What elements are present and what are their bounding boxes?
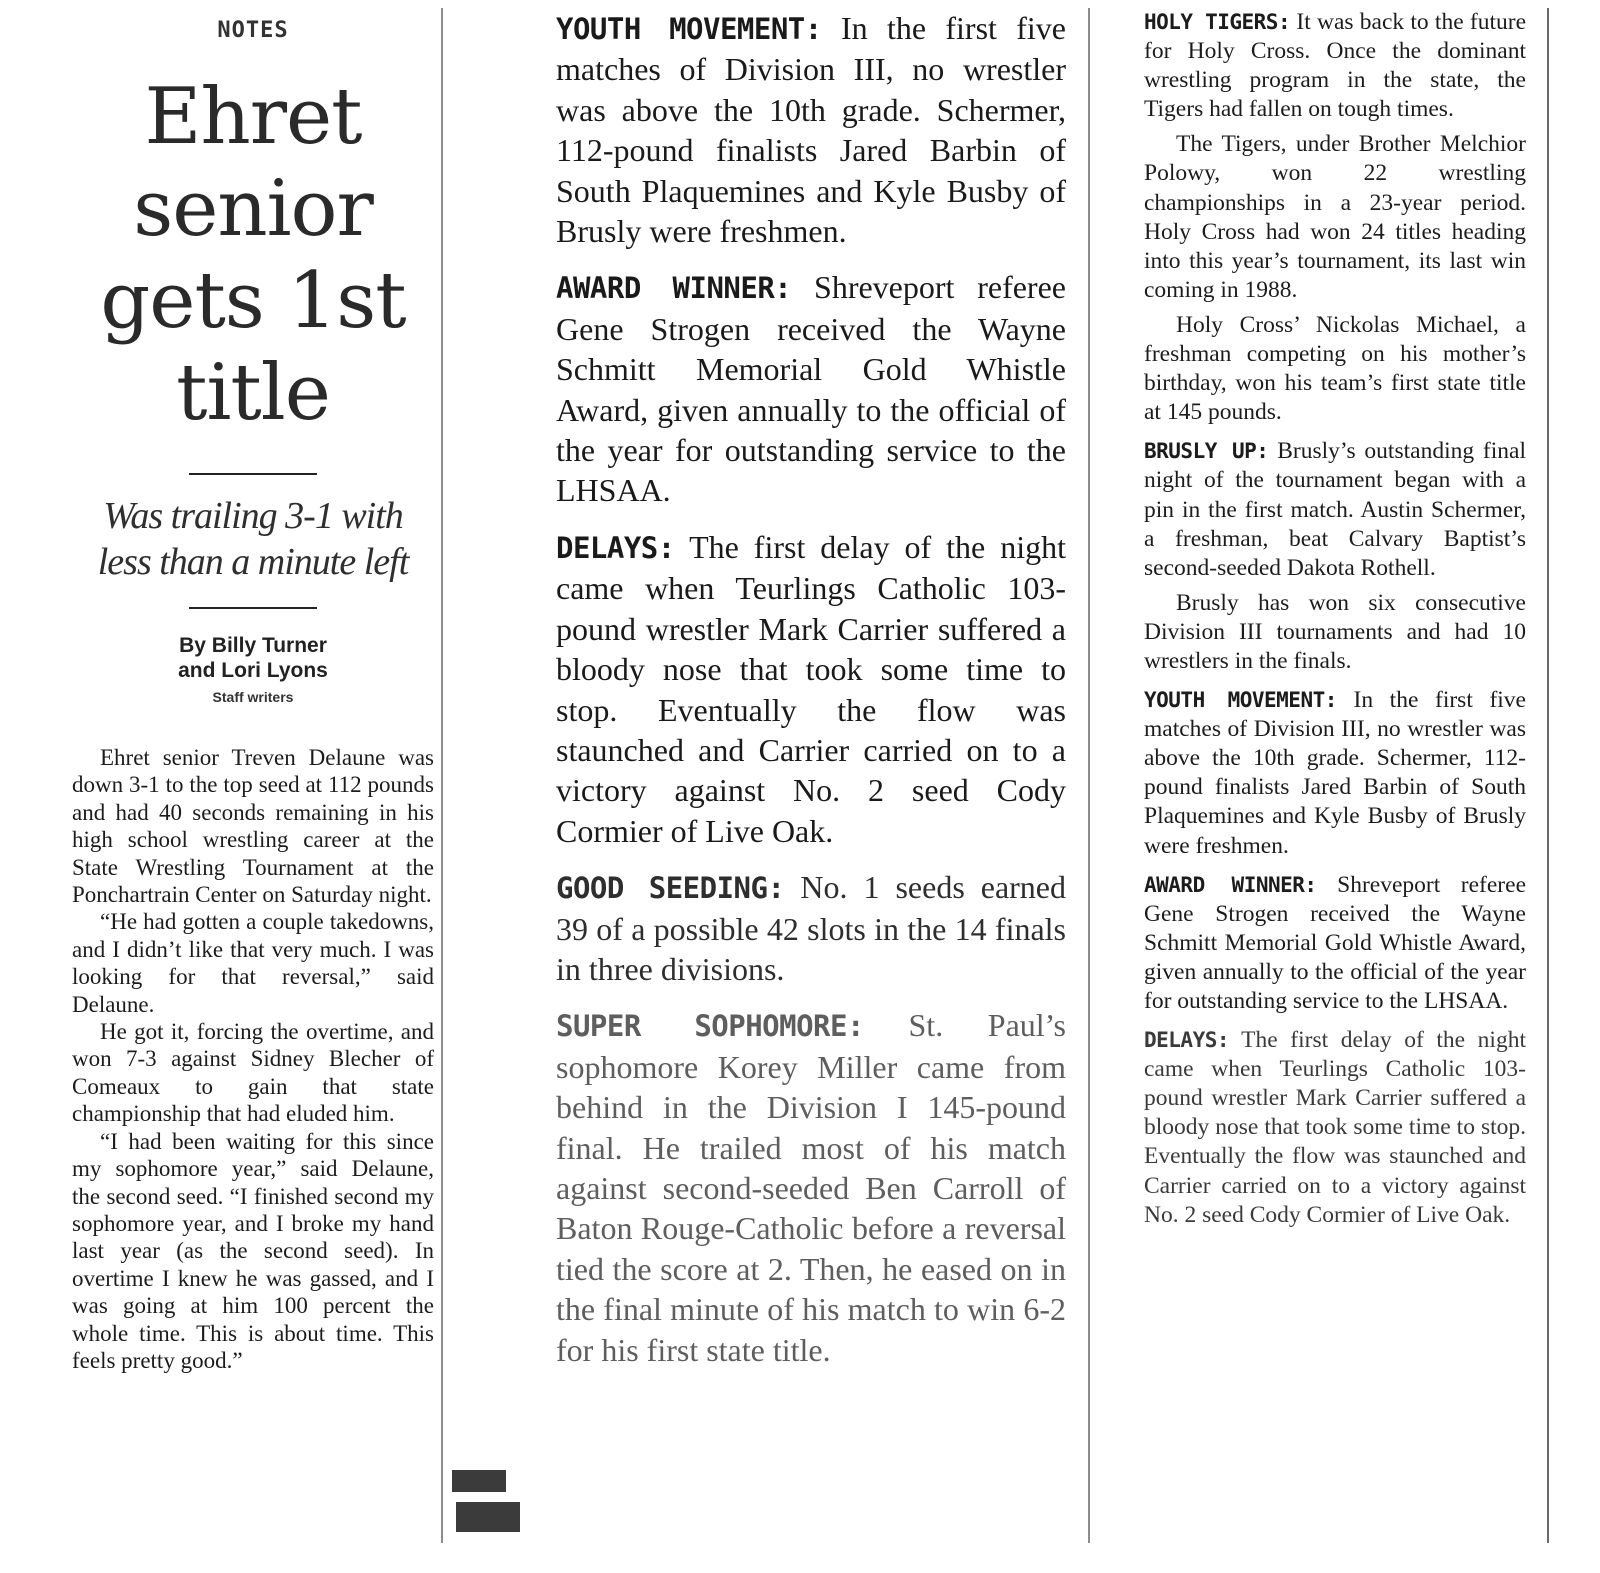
headline-line: senior [133, 164, 373, 254]
note-kicker: DELAYS: [1144, 1028, 1230, 1053]
section-label: NOTES [217, 18, 289, 43]
note-item [556, 527, 1066, 851]
byline-line: By Billy Turner [179, 634, 327, 657]
headline-line: gets 1st [100, 256, 406, 346]
article-paragraph: “He had gotten a couple takedowns, and I didn’t like that very much. I was looking for that reversal,” said Delaune. [72, 909, 434, 1017]
headline [72, 71, 434, 439]
article-paragraph: He got it, forcing the overtime, and won 7-3 against Sidney Blecher of Comeaux to gain that state championship that had eluded him. [72, 1019, 434, 1127]
note-text: Shreveport referee Gene Strogen received the Wayne Schmitt Memorial Gold Whistle Award, given annually to the official of the year for outstanding service to the LHSAA. [556, 269, 1066, 509]
article-paragraph: Ehret senior Treven Delaune was down 3-1 to the top seed at 112 pounds and had 40 seconds remaining in his high school wrestling career at the State Wrestling Tournament at the Ponchartrain Center on Saturday night. [72, 745, 434, 908]
note-text: Holy Cross’ Nickolas Michael, a freshman competing on his mother’s birthday, won his team’s first state title at 145 pounds. [1144, 311, 1526, 426]
note-paragraph [1144, 130, 1526, 305]
byline-line: and Lori Lyons [178, 659, 328, 682]
note-text: The first delay of the night came when Teurlings Catholic 103-pound wrestler Mark Carrier suffered a bloody nose that took some time to stop. Eventually the flow was staunched and Carrier carried on to a victory against No. 2 seed Cody Cormier of Live Oak. [1144, 1027, 1526, 1228]
note-item [1144, 1026, 1526, 1230]
note-text: It was back to the future for Holy Cross. Once the dominant wrestling program in the state, the Tigers had fallen on tough times. [1144, 9, 1526, 123]
column-divider-left [441, 8, 443, 1543]
note-item [1144, 686, 1526, 861]
note-kicker: DELAYS: [556, 530, 675, 565]
note-item [1144, 8, 1526, 124]
note-text: Shreveport referee Gene Strogen received the Wayne Schmitt Memorial Gold Whistle Award, given annually to the official of the year for outstanding service to the LHSAA. [1144, 871, 1526, 1014]
note-text: In the first five matches of Division III, no wrestler was above the 10th grade. Schermer, 112-pound finalists Jared Barbin of South Plaquemines and Kyle Busby of Brusly were freshmen. [1144, 687, 1526, 859]
article-body [72, 744, 434, 1374]
right-column [1144, 8, 1526, 1573]
note-kicker: GOOD SEEDING: [556, 871, 785, 906]
note-kicker: AWARD WINNER: [556, 271, 792, 306]
smudge-mark [456, 1502, 520, 1532]
note-text: In the first five matches of Division III, no wrestler was above the 10th grade. Schermer, 112-pound finalists Jared Barbin of South Plaquemines and Kyle Busby of Brusly were freshmen. [556, 10, 1066, 250]
note-item [1144, 871, 1526, 1016]
smudge-mark [452, 1470, 506, 1492]
note-kicker: YOUTH MOVEMENT: [556, 12, 822, 46]
deck-rule [189, 607, 317, 609]
headline-rule [189, 473, 317, 475]
note-text: No. 1 seeds earned 39 of a possible 42 slots in the 14 finals in three divisions. [556, 869, 1066, 987]
deck-line: Was trailing 3-1 with [103, 495, 403, 537]
note-text: St. Paul’s sophomore Korey Miller came from behind in the Division I 145-pound final. He trailed most of his match against second-seeded Ben Carroll of Baton Rouge-Catholic before a reversal tied the score at 2. Then, he eased on in the final minute of his match to win 6-2 for his first state title. [556, 1007, 1066, 1368]
deck-subheadline [72, 493, 434, 585]
column-divider-right [1088, 8, 1090, 1543]
left-column [72, 0, 434, 1573]
note-paragraph [1144, 311, 1526, 427]
note-text: The first delay of the night came when Teurlings Catholic 103-pound wrestler Mark Carrier suffered a bloody nose that took some time to stop. Eventually the flow was staunched and Carrier carried on to a victory against No. 2 seed Cody Cormier of Live Oak. [556, 528, 1066, 849]
note-item [556, 8, 1066, 251]
headline-line: Ehret [144, 72, 362, 162]
note-item [556, 867, 1066, 989]
note-text: Brusly’s outstanding final night of the tournament began with a pin in the first match. Austin Schermer, a freshman, beat Calvary Baptist’s second-seeded Dakota Rothell. [1144, 438, 1526, 581]
note-item [556, 267, 1066, 510]
note-kicker: HOLY TIGERS: [1144, 10, 1291, 34]
note-kicker: YOUTH MOVEMENT: [1144, 688, 1337, 713]
deck-line: less than a minute left [97, 541, 409, 583]
note-text: Brusly has won six consecutive Division III tournaments and had 10 wrestlers in the finals. [1144, 589, 1526, 674]
middle-column [556, 8, 1066, 1573]
note-paragraph [1144, 589, 1526, 676]
headline-line: title [176, 348, 330, 438]
article-paragraph: “I had been waiting for this since my sophomore year,” said Delaune, the second seed. “I finished second my sophomore year, and I broke my hand last year (as the second seed). In overtime I knew he was gassed, and I was going at him 100 percent the whole time. This is about time. This feels pretty good.” [72, 1128, 434, 1373]
note-kicker: BRUSLY UP: [1144, 439, 1269, 464]
note-kicker: SUPER SOPHOMORE: [556, 1009, 864, 1044]
byline [72, 633, 434, 710]
note-text: The Tigers, under Brother Melchior Polowy, won 22 wrestling championships in a 23-year period. Holy Cross had won 24 titles heading into this year’s tournament, its last win coming in 1988. [1144, 131, 1526, 303]
note-item [1144, 437, 1526, 582]
note-item [556, 1005, 1066, 1370]
page-edge-rule [1547, 8, 1549, 1543]
note-kicker: AWARD WINNER: [1144, 872, 1317, 897]
byline-role: Staff writers [212, 689, 294, 705]
